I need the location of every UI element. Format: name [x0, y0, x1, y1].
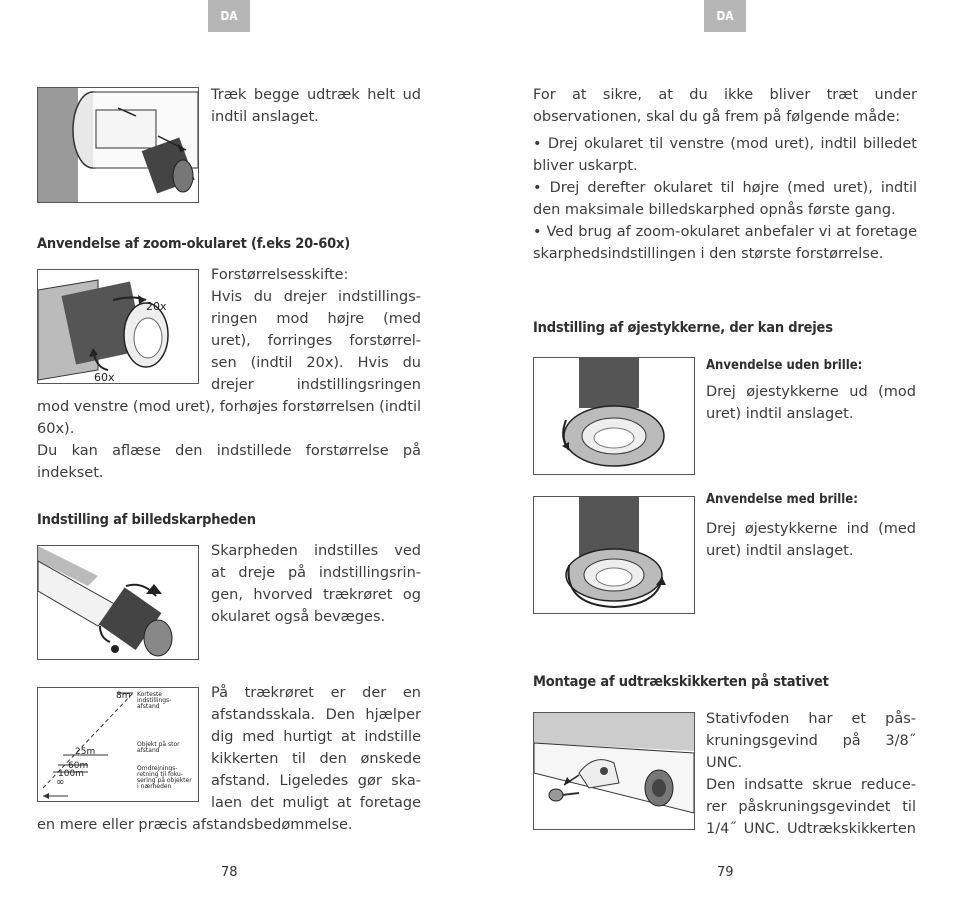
focus-text [211, 540, 421, 628]
zoom-text-index: Du kan aflæse den indstillede forstørrelse på indekset. [37, 443, 421, 481]
scale-note-line: Omdrejnings- [137, 765, 178, 772]
distance-scale-figure [37, 687, 199, 802]
zoom-text-line: uret), forringes forstørrel- [211, 333, 421, 349]
intro-text: For at sikre, at du ikke bliver træt under observationen, skal du gå frem på følgende måde: [533, 87, 917, 125]
zoom-text-line: Hvis du drejer indstillings- [211, 289, 421, 305]
tripod-text [706, 708, 916, 840]
right-page [477, 0, 954, 917]
scale-note-line: afstand [137, 747, 160, 754]
tripod-text-line: kruningsgevind på 3/8˝ UNC. [706, 733, 916, 771]
zoom-text-continued: mod venstre (mod uret), forhøjes forstørrelsen (indtil 60x). [37, 399, 421, 437]
zoom-text-line: drejer indstillingsringen [211, 377, 421, 393]
no-glasses-heading: Anvendelse uden brille: [706, 358, 863, 373]
scale-note-line: afstand [137, 703, 160, 710]
no-glasses-text: Drej øjestykkerne ud (mod uret) indtil anslaget. [706, 384, 916, 422]
scale-text [211, 682, 421, 814]
scale-text-continued: en mere eller præcis afstandsbedømmelse. [37, 817, 353, 833]
glasses-heading: Anvendelse med brille: [706, 492, 858, 507]
zoom-text-block [211, 264, 421, 396]
zoom-text-line: sen (indtil 20x). Hvis du [211, 355, 421, 371]
scale-text-line: På trækrøret er der en [211, 685, 421, 701]
eyecup-in-figure [533, 496, 695, 614]
zoom-text-line: ringen mod højre (med [211, 311, 421, 327]
language-tab: DA [208, 0, 250, 32]
scale-text-line: dig med hurtigt at indstille [211, 729, 421, 745]
scale-note-line: sering på objekter [137, 777, 192, 784]
eyecup-heading: Indstilling af øjestykkerne, der kan drejes [533, 320, 833, 336]
tripod-heading: Montage af udtrækskikkerten på stativet [533, 674, 829, 690]
scale-label-60m: 60m [68, 761, 89, 771]
zoom-eyepiece-figure [37, 269, 199, 384]
scale-label-infinity: ∞ [56, 777, 65, 788]
bullet-item: • Drej okularet til venstre (mod uret), indtil billedet bliver uskarpt. [533, 136, 917, 174]
extend-text: Træk begge udtræk helt ud indtil anslaget. [211, 87, 421, 125]
scale-text-line: laen det muligt at foretage [211, 795, 421, 811]
scale-note-line: indstillings- [137, 697, 172, 704]
focus-text-line: okularet også bevæges. [211, 609, 386, 625]
bullet-item: • Ved brug af zoom-okularet anbefaler vi at foretage skarphedsindstillingen i den største forstørrelse. [533, 224, 917, 262]
tripod-text-line: Stativfoden har et pås- [706, 711, 916, 727]
zoom-text-top: Forstørrelsesskifte: [211, 267, 349, 283]
focus-text-line: Skarpheden indstilles ved [211, 543, 421, 559]
focus-text-line: gen, hvorved trækrøret og [211, 587, 421, 603]
eyecup-out-figure [533, 357, 695, 475]
tripod-text-line: Den indsatte skrue reduce- [706, 777, 916, 793]
scale-note-line: Korteste [137, 691, 162, 698]
scale-text-line: kikkerten til den ønskede [211, 751, 421, 767]
language-tab: DA [704, 0, 746, 32]
scale-note-line: retning til foku- [137, 771, 184, 778]
tripod-mount-figure [533, 712, 695, 830]
scale-label-25m: 25m [75, 747, 96, 757]
glasses-text: Drej øjestykkerne ind (med uret) indtil anslaget. [706, 521, 916, 559]
scale-text-line: afstand. Ligeledes gør ska- [211, 773, 421, 789]
scale-note-line: Objekt på stor [137, 741, 180, 748]
focus-heading: Indstilling af billedskarpheden [37, 512, 256, 528]
focus-figure [37, 545, 199, 660]
zoom-heading: Anvendelse af zoom-okularet (f.eks 20-60x) [37, 236, 350, 252]
tripod-text-line: 1/4˝ UNC. Udtrækskikkerten [706, 821, 916, 837]
page-number: 79 [717, 865, 734, 880]
zoom-label-60x: 60x [94, 371, 115, 383]
tripod-text-line: rer påskruningsgevindet til [706, 799, 916, 815]
scale-note-line: i nærheden [137, 783, 172, 790]
extend-tubes-figure [37, 87, 199, 203]
focus-text-line: at dreje på indstillingsrin- [211, 565, 421, 581]
scale-label-8m: 8m [116, 691, 131, 701]
scale-label-100m: 100m [58, 769, 84, 779]
scale-text-line: afstandsskala. Den hjælper [211, 707, 421, 723]
bullet-item: • Drej derefter okularet til højre (med uret), indtil den maksimale billedskarphed opnås første gang. [533, 180, 917, 218]
page-number: 78 [221, 865, 238, 880]
zoom-label-20x: 20x [146, 300, 167, 313]
